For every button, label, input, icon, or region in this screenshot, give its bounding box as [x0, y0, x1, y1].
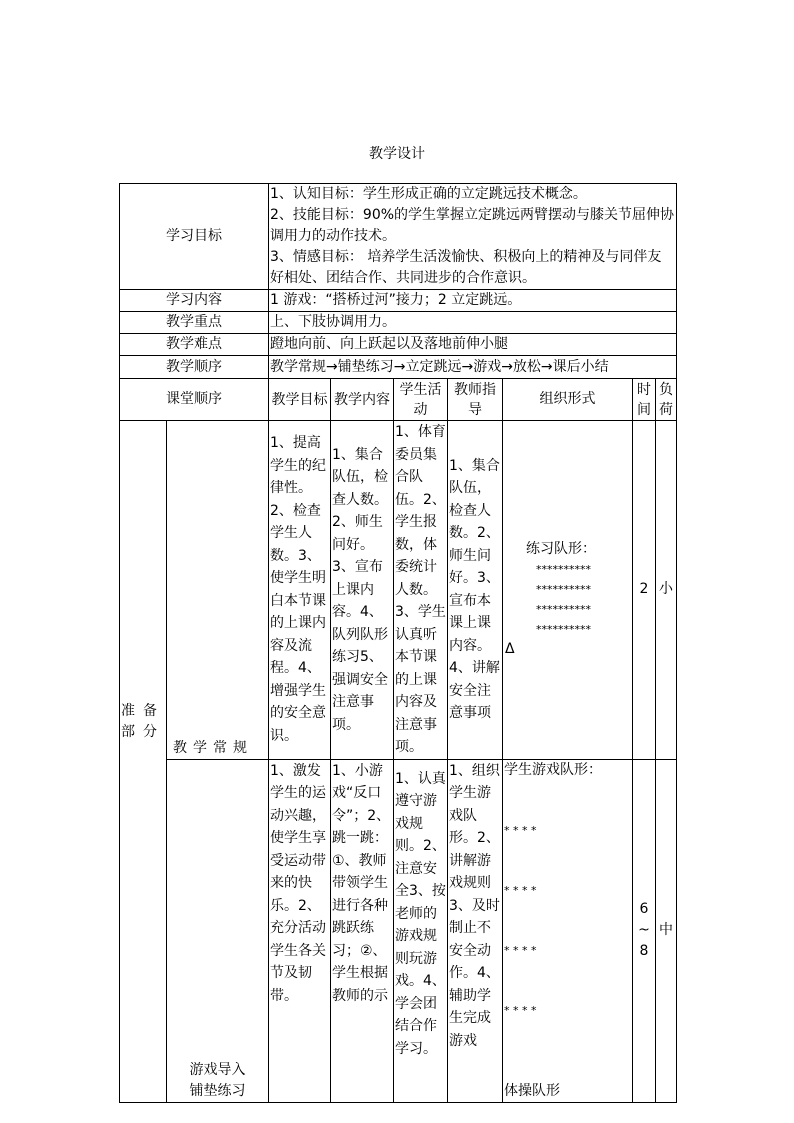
row2-name-line2: 铺垫练习	[189, 1082, 246, 1099]
formation-row: * * * *	[504, 943, 537, 957]
header-student: 学生活动	[394, 379, 448, 421]
row2-goal: 1、激发学生的运动兴趣，使学生享受运动带来的快乐。2、充分活动学生各关节及韧带。	[269, 759, 331, 1102]
formation-row: * * * *	[504, 883, 537, 897]
row2-content: 1、小游戏“反口令”；2、跳一跳：①、教师带领学生进行各种跳跃练习；②、学生根据教师的示	[331, 759, 394, 1102]
row2-time	[633, 759, 656, 1102]
row1-content: 1、集合队伍，检查人数。2、师生问好。3、宣布上课内容。4、队列队形练习5、强调安全注意事项。	[331, 421, 394, 760]
sequence-label: 教学顺序	[120, 356, 269, 379]
row2-org-formation	[504, 781, 631, 1061]
section-label: 准备部分	[120, 421, 167, 1103]
row1-goal: 1、提高学生的纪律性。2、检查学生人数。3、使学生明白本节课的上课内容及流程。4、增强学生的安全意识。	[269, 421, 331, 760]
header-time: 时间	[633, 379, 656, 421]
objective-skill: 2、技能目标：90%的学生掌握立定跳远两臂摆动与膝关节屈伸协调用力的动作技术。	[270, 207, 675, 244]
objective-affective: 3、情感目标： 培养学生活泼愉快、积极向上的精神及与同伴友好相处、团结合作、共同进步的合作意识。	[270, 249, 662, 286]
objectives-label: 学习目标	[120, 184, 269, 290]
formation-row: * * * *	[504, 823, 537, 837]
header-org: 组织形式	[503, 379, 633, 421]
header-teacher: 教师指导	[448, 379, 503, 421]
row1-time: 2	[633, 421, 656, 760]
header-content: 教学内容	[331, 379, 394, 421]
row2-teacher: 1、组织学生游戏队形。2、讲解游戏规则3、及时制止不安全动作。4、辅助学生完成游戏	[448, 759, 503, 1102]
content-label: 学习内容	[120, 290, 269, 312]
row1-org-title: 练习队形：	[526, 541, 596, 558]
keypoint-label: 教学重点	[120, 312, 269, 334]
row2-org-footer: 体操队形	[504, 1082, 560, 1099]
objective-cognitive: 1、认知目标：学生形成正确的立定跳远技术概念。	[270, 186, 587, 202]
page-title: 教学设计	[369, 146, 425, 162]
row2-name-line1: 游戏导入	[189, 1061, 246, 1078]
header-load: 负荷	[656, 379, 677, 421]
row2-org-title: 学生游戏队形：	[504, 761, 602, 778]
formation-row: **********	[536, 603, 591, 617]
teacher-mark: Δ	[505, 641, 515, 657]
difficulty-label: 教学难点	[120, 334, 269, 356]
formation-row: * * * *	[504, 1003, 537, 1017]
row1-name: 教学常规	[167, 421, 269, 760]
lesson-plan-table	[119, 183, 677, 1103]
formation-row: **********	[536, 563, 591, 577]
difficulty-value: 蹬地向前、向上跃起以及落地前伸小腿	[269, 334, 677, 356]
row2-time-start: 6	[639, 901, 649, 917]
header-goal: 教学目标	[269, 379, 331, 421]
objectives-cell	[269, 184, 677, 290]
row1-student: 1、体育委员集合队伍。2、学生报数，体委统计人数。3、学生认真听本节课的上课内容及注意事项。	[394, 421, 448, 760]
keypoint-value: 上、下肢协调用力。	[269, 312, 677, 334]
formation-row: **********	[536, 623, 591, 637]
row1-org	[503, 421, 633, 760]
row2-load: 中	[656, 759, 677, 1102]
row2-student: 1、认真遵守游戏规则。2、注意安全3、按老师的游戏规则玩游戏。4、学会团结合作学习。	[394, 759, 448, 1102]
row1-teacher: 1、集合队伍，检查人数。2、师生问好。3、宣布本课上课内容。4、讲解安全注意事项	[448, 421, 503, 760]
sequence-value: 教学常规→铺垫练习→立定跳远→游戏→放松→课后小结	[269, 356, 677, 379]
row1-load: 小	[656, 421, 677, 760]
header-order: 课堂顺序	[120, 379, 269, 421]
content-value: 1 游戏：“搭桥过河”接力；2 立定跳远。	[269, 290, 677, 312]
row1-org-formation	[504, 560, 631, 640]
row2-time-end: 8	[639, 943, 649, 959]
row2-time-sep: ~	[638, 922, 650, 938]
row2-name	[167, 759, 269, 1102]
row2-org	[503, 759, 633, 1102]
formation-row: **********	[536, 583, 591, 597]
